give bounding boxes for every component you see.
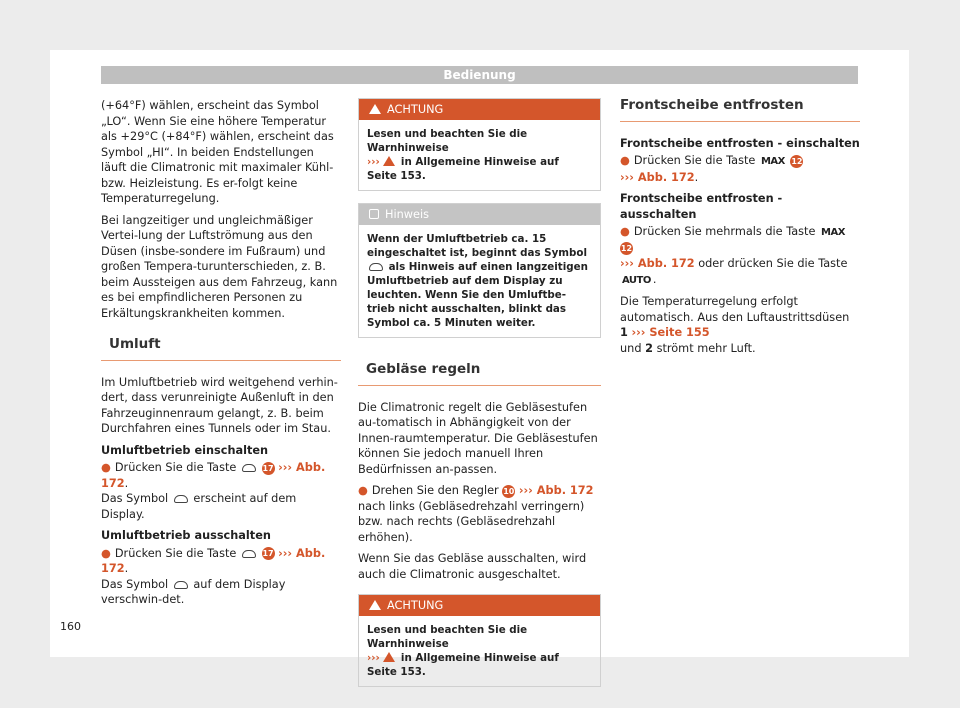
bullet-item: ● Drücken Sie mehrmals die Taste MAX 12 ››› Abb. 172 oder drücken Sie die Taste AUTO . — [620, 224, 860, 288]
recirculation-icon — [174, 495, 188, 503]
warning-box — [358, 594, 601, 687]
column-left — [101, 98, 341, 614]
warning-header: ACHTUNG — [359, 99, 600, 120]
recirculation-icon — [242, 550, 256, 558]
bullet-icon: ● — [620, 225, 630, 238]
bullet-item: ● Drücken Sie die Taste 17 ››› Abb. 172. Das Symbol auf dem Display verschwin-det. — [101, 546, 326, 606]
section-title-frontscheibe: Frontscheibe entfrosten — [620, 98, 860, 122]
warning-link[interactable]: in Allgemeine Hinweise auf Seite 153. — [367, 156, 559, 182]
figure-link[interactable]: ››› Abb. 172 — [518, 484, 594, 497]
warning-icon — [369, 104, 381, 114]
defrost-max-icon: MAX — [760, 156, 785, 167]
callout-number: 17 — [262, 549, 274, 558]
page-number: 160 — [60, 620, 81, 633]
paragraph: Wenn Sie das Gebläse ausschalten, wird auch die Climatronic ausgeschaltet. — [358, 552, 587, 581]
recirculation-icon — [242, 464, 256, 472]
paragraph: Die Climatronic regelt die Gebläsestufen au-tomatisch in Abhängigkeit von der Innen-raumtemperatur. Die Gebläsestufen können Sie jedoch manuell Ihren Bedürfnissen an-passen. — [358, 400, 598, 476]
page-header: Bedienung — [101, 66, 858, 84]
callout-number: 10 — [503, 486, 515, 496]
paragraph: Bei langzeitiger und ungleichmäßiger Vertei-lung der Luftströmung aus den Düsen (insbe-sondere im Fußraum) und großen Tempera-turunterschieden, z. B. beim Aussteigen aus dem Fahrzeug, kann es bei empfindlicheren Personen zu Erkältungskrankheiten kommen. — [101, 213, 338, 320]
info-body: Wenn der Umluftbetrieb ca. 15 eingeschaltet ist, beginnt das Symbol als Hinweis auf einen langzeitigen Umluftbetrieb auf dem Display zu leuchten. Wenn Sie den Umluftbe-trieb nicht ausschalten, blinkt das Symbol ca. 5 Minuten weiter. — [367, 233, 588, 329]
section-title-umluft: Umluft — [101, 337, 341, 361]
paragraph: (+64°F) wählen, erscheint das Symbol „LO“. Wenn Sie eine höhere Temperatur als +29°C (+84°F) wählen, erscheint das Symbol „HI“. In beiden Endstellungen läuft die Climatronic mit maximaler Kühl- bzw. Heizleistung. Es er-folgt keine Temperaturregelung. — [101, 99, 334, 205]
bullet-icon: ● — [101, 461, 111, 474]
figure-link[interactable]: ››› Abb. 172 — [620, 257, 695, 270]
callout-number: 12 — [791, 156, 803, 166]
defrost-max-icon: MAX — [821, 227, 845, 238]
bullet-icon: ● — [101, 546, 111, 560]
bullet-icon: ● — [620, 154, 630, 167]
warning-header: ACHTUNG — [359, 595, 600, 616]
warning-link[interactable]: in Allgemeine Hinweise auf Seite 153. — [367, 652, 559, 678]
column-middle — [358, 98, 601, 699]
link-arrows[interactable]: ››› — [367, 156, 380, 168]
callout-number: 12 — [620, 244, 633, 253]
recirculation-icon — [369, 263, 383, 271]
subheading: Frontscheibe entfrosten - ausschalten — [620, 192, 783, 221]
figure-link[interactable]: ››› Abb. 172 — [101, 461, 326, 490]
paragraph: Die Temperaturregelung erfolgt automatisch. Aus den Luftaustrittsdüsen 1 ››› Seite 155 und 2 strömt mehr Luft. — [620, 295, 850, 355]
info-header: Hinweis — [359, 204, 600, 225]
warning-icon — [369, 600, 381, 610]
paragraph: Im Umluftbetrieb wird weitgehend verhin-dert, dass verunreinigte Außenluft in den Fahrzeuginnenraum gelangt, z. B. beim Durchfahren eines Tunnels oder im Stau. — [101, 375, 338, 435]
warning-box — [358, 98, 601, 191]
callout-number: 17 — [262, 463, 274, 473]
auto-icon: AUTO — [622, 274, 651, 286]
page-link[interactable]: ››› Seite 155 — [631, 326, 710, 339]
section-title-geblaese: Gebläse regeln — [358, 362, 601, 386]
link-arrows[interactable]: ››› — [367, 652, 380, 664]
figure-link[interactable]: ››› Abb. 172 — [620, 170, 695, 184]
warning-icon — [383, 156, 395, 166]
info-box — [358, 203, 601, 338]
column-right — [620, 98, 860, 362]
subheading: Umluftbetrieb einschalten — [101, 443, 269, 457]
bullet-item: ● Drücken Sie die Taste 17 ››› Abb. 172. Das Symbol erscheint auf dem Display. — [101, 461, 326, 521]
warning-body: Lesen und beachten Sie die Warnhinweise ››› in Allgemeine Hinweise auf Seite 153. — [367, 128, 559, 182]
warning-body: Lesen und beachten Sie die Warnhinweise ››› in Allgemeine Hinweise auf Seite 153. — [367, 624, 559, 678]
bullet-icon: ● — [358, 484, 368, 497]
subheading: Frontscheibe entfrosten - einschalten — [620, 136, 860, 150]
bullet-item: ● Drücken Sie die Taste MAX 12 ››› Abb. 172. — [620, 154, 803, 184]
info-icon — [369, 209, 379, 219]
figure-link[interactable]: ››› Abb. 172 — [101, 546, 326, 575]
recirculation-icon — [174, 581, 188, 589]
subheading: Umluftbetrieb ausschalten — [101, 529, 271, 542]
bullet-item: ● Drehen Sie den Regler 10 ››› Abb. 172 nach links (Gebläsedrehzahl verringern) bzw. nach rechts (Gebläsedrehzahl erhöhen). — [358, 484, 594, 544]
warning-icon — [383, 652, 395, 662]
